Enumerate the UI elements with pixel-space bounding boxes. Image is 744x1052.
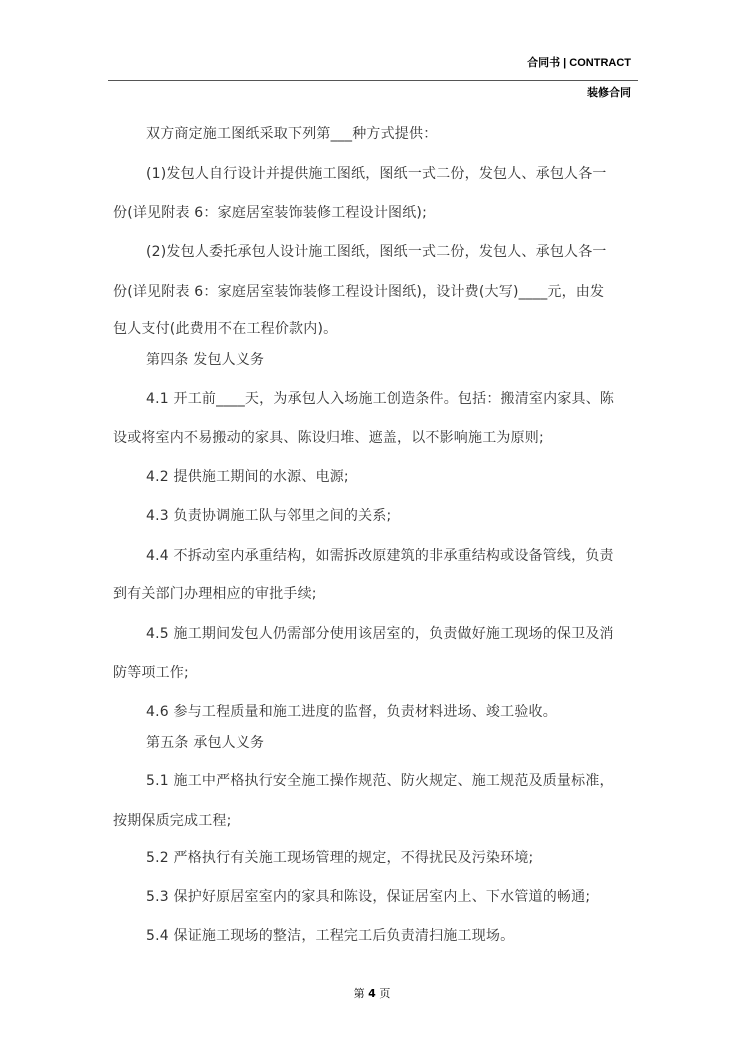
paragraph-line: (2)发包人委托承包人设计施工图纸，图纸一式二份，发包人、承包人各一 xyxy=(146,244,607,260)
paragraph-line: 按期保质完成工程; xyxy=(113,813,232,829)
page-label-prefix: 第 xyxy=(353,987,365,1000)
header-title: 合同书 | CONTRACT xyxy=(527,57,631,69)
paragraph-line: 4.5 施工期间发包人仍需部分使用该居室的，负责做好施工现场的保卫及消 xyxy=(146,626,614,642)
paragraph-line: 4.3 负责协调施工队与邻里之间的关系; xyxy=(146,508,392,524)
section-heading: 第五条 承包人义务 xyxy=(146,735,265,751)
paragraph-line: 设或将室内不易搬动的家具、陈设归堆、遮盖，以不影响施工为原则; xyxy=(113,430,544,446)
page-number: 4 xyxy=(368,987,376,1000)
paragraph-line: 4.4 不拆动室内承重结构，如需拆改原建筑的非承重结构或设备管线，负责 xyxy=(146,548,614,564)
paragraph-line: 包人支付(此费用不在工程价款内)。 xyxy=(113,321,338,337)
section-heading: 第四条 发包人义务 xyxy=(146,352,265,368)
paragraph-line: 双方商定施工图纸采取下列第___种方式提供： xyxy=(146,126,438,142)
paragraph-line: 4.1 开工前____天，为承包人入场施工创造条件。包括：搬清室内家具、陈 xyxy=(146,391,615,407)
paragraph-line: 5.1 施工中严格执行安全施工操作规范、防火规定、施工规范及质量标准， xyxy=(146,773,614,789)
page-label-suffix: 页 xyxy=(379,987,391,1000)
paragraph-line: 5.2 严格执行有关施工现场管理的规定，不得扰民及污染环境; xyxy=(146,850,534,866)
paragraph-line: 份(详见附表 6：家庭居室装饰装修工程设计图纸); xyxy=(113,205,427,221)
paragraph-line: 5.3 保护好原居室室内的家具和陈设，保证居室内上、下水管道的畅通; xyxy=(146,889,591,905)
paragraph-line: 防等项工作; xyxy=(113,665,189,681)
paragraph-line: 5.4 保证施工现场的整洁，工程完工后负责清扫施工现场。 xyxy=(146,928,515,944)
paragraph-line: 4.6 参与工程质量和施工进度的监督，负责材料进场、竣工验收。 xyxy=(146,704,557,720)
header-divider xyxy=(108,80,638,81)
header-subtitle: 装修合同 xyxy=(587,87,631,99)
paragraph-line: 份(详见附表 6：家庭居室装饰装修工程设计图纸)，设计费(大写)____元，由发 xyxy=(113,284,605,300)
paragraph-line: 到有关部门办理相应的审批手续; xyxy=(113,586,317,602)
paragraph-line: 4.2 提供施工期间的水源、电源; xyxy=(146,469,349,485)
page-footer xyxy=(0,985,744,1001)
paragraph-line: (1)发包人自行设计并提供施工图纸，图纸一式二份，发包人、承包人各一 xyxy=(146,166,607,182)
